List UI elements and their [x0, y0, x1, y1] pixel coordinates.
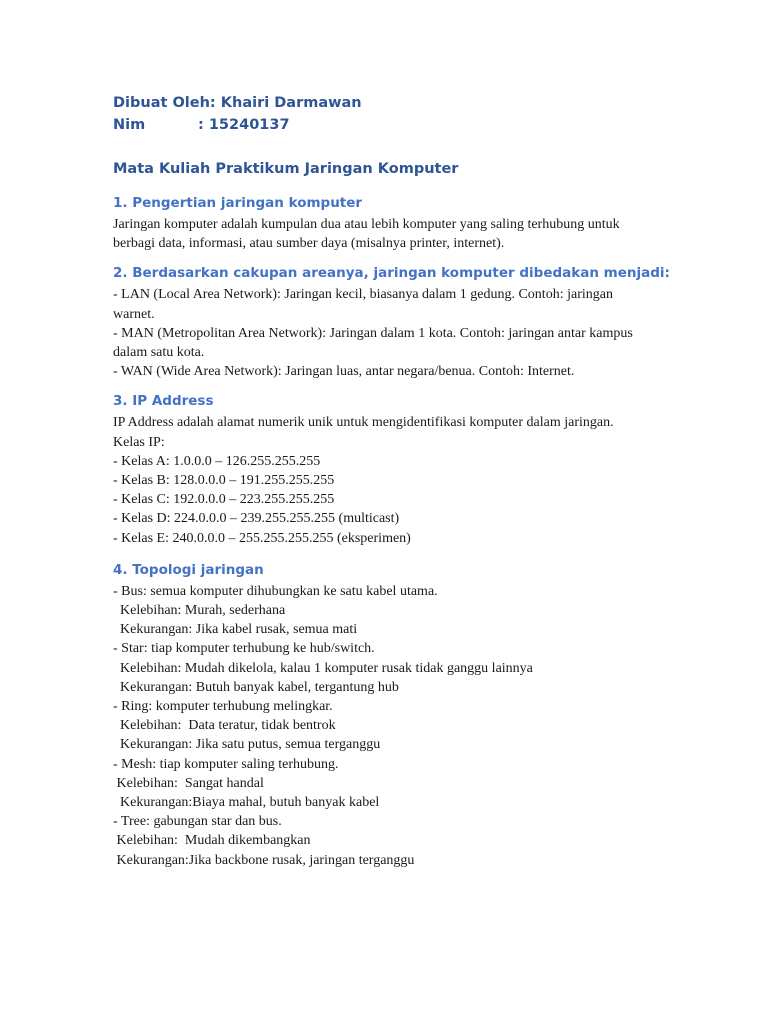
author-line	[113, 92, 658, 114]
text-line: Kelas IP:	[113, 434, 165, 450]
text-line: - Mesh: tiap komputer saling terhubung.	[113, 756, 339, 772]
text-line: Kelebihan: Mudah dikelola, kalau 1 komputer rusak tidak ganggu lainnya	[113, 660, 533, 676]
course-title: Mata Kuliah Praktikum Jaringan Komputer	[113, 161, 459, 177]
text-line: warnet.	[113, 306, 155, 322]
text-line: berbagi data, informasi, atau sumber daya (misalnya printer, internet).	[113, 236, 505, 252]
section-heading-ip-address: 3. IP Address	[113, 393, 214, 410]
text-line: - Tree: gabungan star dan bus.	[113, 814, 282, 830]
text-line: - Kelas E: 240.0.0.0 – 255.255.255.255 (eksperimen)	[113, 530, 411, 546]
text-line: Kelebihan: Sangat handal	[113, 775, 264, 791]
text-line: Kekurangan: Jika kabel rusak, semua mati	[113, 622, 358, 638]
section-body-network-types	[113, 285, 658, 381]
text-line: - Kelas C: 192.0.0.0 – 223.255.255.255	[113, 492, 335, 508]
text-line: - Ring: komputer terhubung melingkar.	[113, 699, 333, 715]
text-line: - Kelas A: 1.0.0.0 – 126.255.255.255	[113, 453, 321, 469]
text-line: Jaringan komputer adalah kumpulan dua atau lebih komputer yang saling terhubung untuk	[113, 217, 620, 232]
text-line: Kekurangan:Jika backbone rusak, jaringan terganggu	[113, 852, 415, 868]
text-line: - Kelas B: 128.0.0.0 – 191.255.255.255	[113, 473, 335, 489]
nim-line	[113, 114, 658, 136]
document-content	[113, 92, 670, 870]
nim-value: : 15240137	[198, 117, 290, 133]
text-line: - Kelas D: 224.0.0.0 – 239.255.255.255 (multicast)	[113, 511, 400, 527]
text-line: Kelebihan: Mudah dikembangkan	[113, 833, 311, 849]
text-line: Kekurangan:Biaya mahal, butuh banyak kabel	[113, 795, 380, 811]
text-line: - Star: tiap komputer terhubung ke hub/switch.	[113, 641, 375, 657]
text-line: IP Address adalah alamat numerik unik untuk mengidentifikasi komputer dalam jaringan.	[113, 415, 614, 431]
text-line: - MAN (Metropolitan Area Network): Jaringan dalam 1 kota. Contoh: jaringan antar kampus	[113, 325, 633, 341]
nim-label: Nim	[113, 117, 146, 133]
section-heading-topology: 4. Topologi jaringan	[113, 561, 264, 578]
author-name: Dibuat Oleh: Khairi Darmawan	[113, 95, 362, 111]
section-body-topology	[113, 582, 658, 870]
text-line: Kekurangan: Jika satu putus, semua terganggu	[113, 737, 381, 753]
text-line: - LAN (Local Area Network): Jaringan kecil, biasanya dalam 1 gedung. Contoh: jaringan	[113, 287, 613, 303]
text-line: - Bus: semua komputer dihubungkan ke satu kabel utama.	[113, 583, 438, 599]
text-line: Kelebihan: Murah, sederhana	[113, 603, 286, 619]
text-line: - WAN (Wide Area Network): Jaringan luas, antar negara/benua. Contoh: Internet.	[113, 364, 575, 380]
text-line: Kekurangan: Butuh banyak kabel, tergantung hub	[113, 679, 399, 695]
section-heading-network-types: 2. Berdasarkan cakupan areanya, jaringan komputer dibedakan menjadi:	[113, 265, 670, 282]
section-body-definition	[113, 215, 658, 253]
section-body-ip-address	[113, 413, 658, 547]
text-line: dalam satu kota.	[113, 345, 205, 361]
text-line: Kelebihan: Data teratur, tidak bentrok	[113, 718, 336, 734]
section-heading-definition: 1. Pengertian jaringan komputer	[113, 195, 363, 211]
